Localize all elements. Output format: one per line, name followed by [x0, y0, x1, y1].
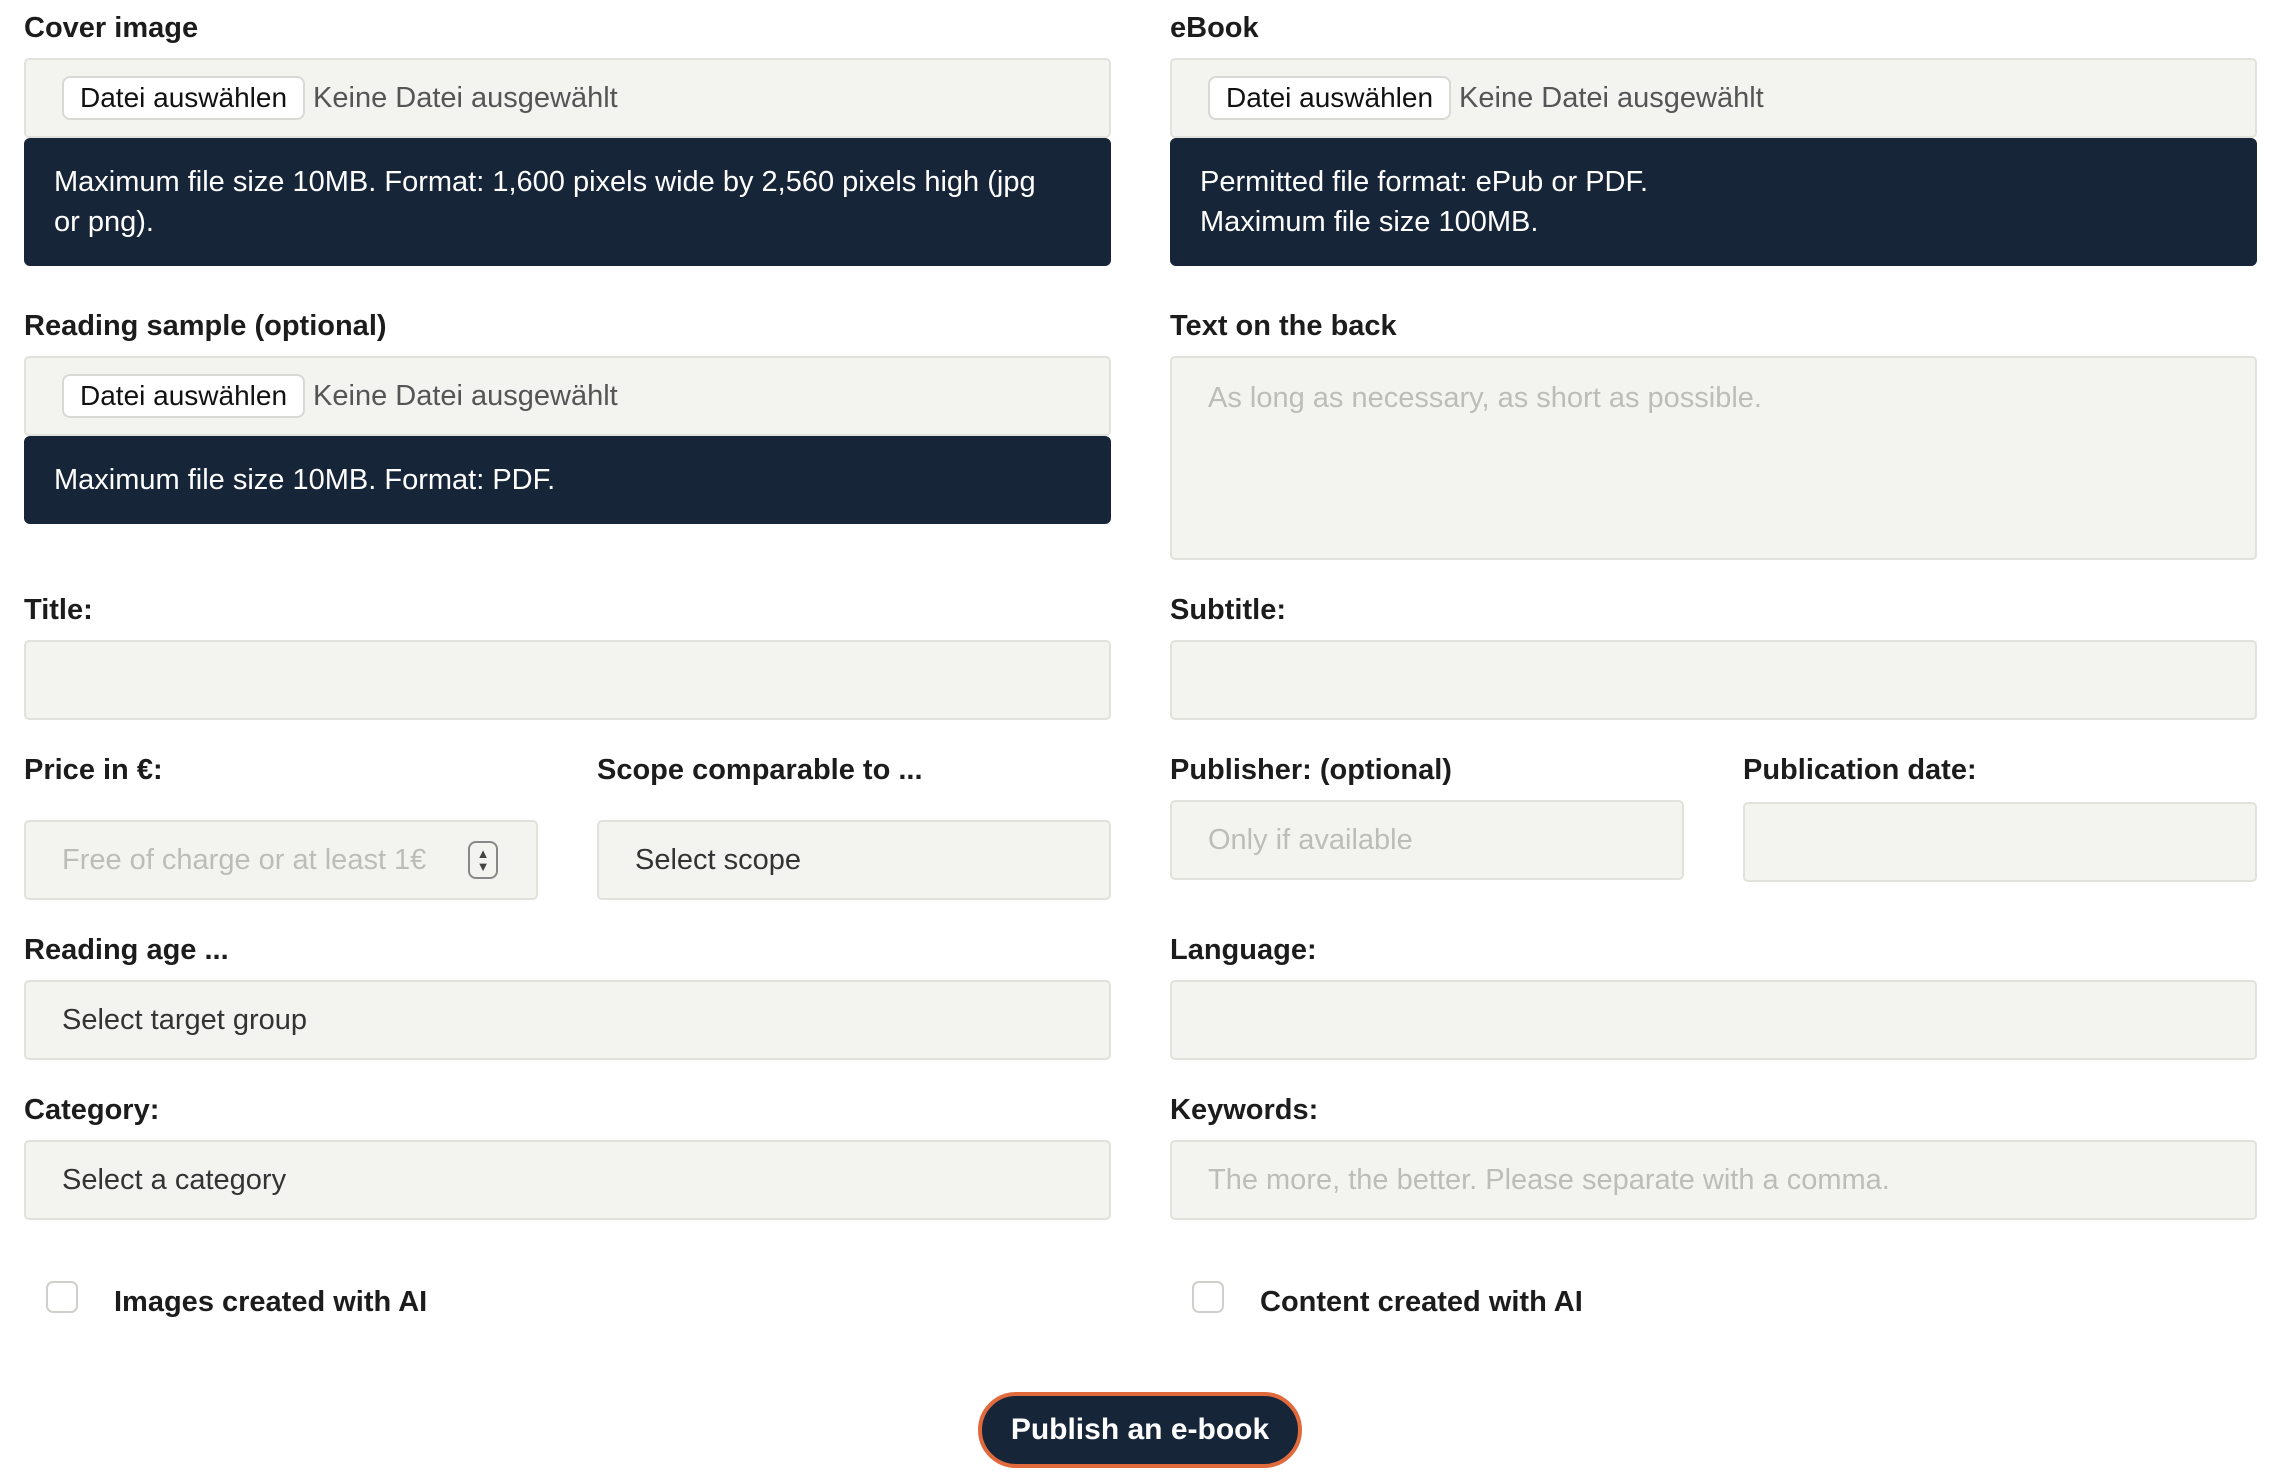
ebook-file-status: Keine Datei ausgewählt — [1459, 81, 1764, 114]
publisher-input[interactable] — [1170, 800, 1684, 880]
price-label: Price in €: — [24, 754, 163, 786]
back-text-label: Text on the back — [1170, 310, 1397, 342]
images-ai-checkbox[interactable] — [46, 1281, 78, 1313]
back-text-textarea[interactable] — [1170, 356, 2257, 560]
publisher-label: Publisher: (optional) — [1170, 754, 1452, 786]
category-selected: Select a category — [62, 1163, 287, 1196]
publish-ebook-button[interactable]: Publish an e-book — [978, 1392, 1302, 1468]
price-input[interactable] — [24, 820, 538, 900]
reading-age-select[interactable] — [24, 980, 1111, 1060]
scope-label: Scope comparable to ... — [597, 754, 923, 786]
subtitle-label: Subtitle: — [1170, 594, 1286, 626]
ebook-file-field[interactable] — [1170, 58, 2257, 138]
cover-image-info — [24, 138, 1111, 266]
content-ai-label: Content created with AI — [1260, 1286, 1583, 1318]
price-stepper-icon[interactable]: ▲ ▼ — [468, 841, 498, 879]
reading-sample-file-field[interactable] — [24, 356, 1111, 436]
cover-image-file-field[interactable] — [24, 58, 1111, 138]
ebook-label: eBook — [1170, 12, 1259, 44]
keywords-input[interactable] — [1170, 1140, 2257, 1220]
back-text-placeholder: As long as necessary, as short as possible. — [1208, 382, 1762, 414]
sample-choose-file-button[interactable]: Datei auswählen — [62, 374, 305, 418]
cover-info-line-1: Maximum file size 10MB. Format: 1,600 pixels wide by 2,560 pixels high (jpg — [54, 166, 1036, 198]
content-ai-checkbox[interactable] — [1192, 1281, 1224, 1313]
scope-selected: Select scope — [635, 843, 802, 876]
price-placeholder: Free of charge or at least 1€ — [62, 843, 427, 876]
reading-age-label: Reading age ... — [24, 934, 229, 966]
cover-file-status: Keine Datei ausgewählt — [313, 81, 618, 114]
keywords-placeholder: The more, the better. Please separate with a comma. — [1208, 1163, 1890, 1196]
language-label: Language: — [1170, 934, 1317, 966]
category-select[interactable] — [24, 1140, 1111, 1220]
title-label: Title: — [24, 594, 93, 626]
images-ai-label: Images created with AI — [114, 1286, 428, 1318]
cover-image-label: Cover image — [24, 12, 199, 44]
publication-date-label: Publication date: — [1743, 754, 1977, 786]
sample-info-text: Maximum file size 10MB. Format: PDF. — [54, 464, 556, 496]
language-select[interactable] — [1170, 980, 2257, 1060]
subtitle-input[interactable] — [1170, 640, 2257, 720]
ebook-info-line-1: Permitted file format: ePub or PDF. — [1200, 166, 1649, 198]
reading-age-selected: Select target group — [62, 1003, 308, 1036]
reading-sample-label: Reading sample (optional) — [24, 310, 387, 342]
scope-select[interactable] — [597, 820, 1111, 900]
reading-sample-info — [24, 436, 1111, 524]
cover-info-line-2: or png). — [54, 206, 154, 238]
publisher-placeholder: Only if available — [1208, 823, 1413, 856]
ebook-info — [1170, 138, 2257, 266]
sample-file-status: Keine Datei ausgewählt — [313, 379, 618, 412]
publication-date-input[interactable] — [1743, 802, 2257, 882]
title-input[interactable] — [24, 640, 1111, 720]
keywords-label: Keywords: — [1170, 1094, 1319, 1126]
ebook-info-line-2: Maximum file size 100MB. — [1200, 206, 1539, 238]
cover-choose-file-button[interactable]: Datei auswählen — [62, 76, 305, 120]
ebook-choose-file-button[interactable]: Datei auswählen — [1208, 76, 1451, 120]
category-label: Category: — [24, 1094, 160, 1126]
